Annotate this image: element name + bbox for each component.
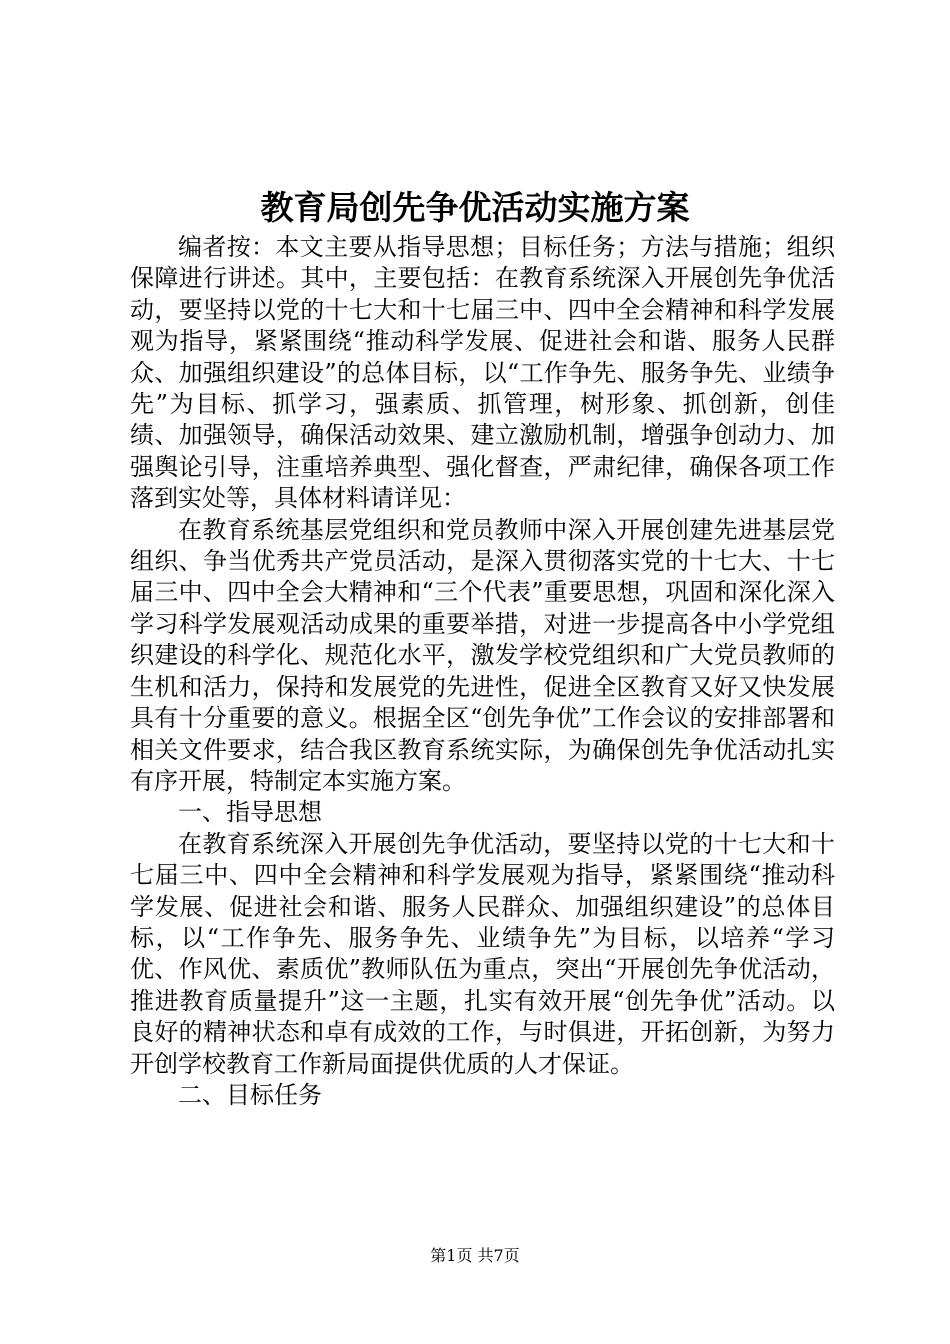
page-number-footer: 第1页 共7页 xyxy=(430,1246,520,1265)
section-heading-goals-tasks: 二、目标任务 xyxy=(178,1080,322,1109)
editor-note-paragraph: 编者按：本文主要从指导思想；目标任务；方法与措施；组织保障进行讲述。其中，主要包括：在教育系统深入开展创先争优活动，要坚持以党的十七大和十七届三中、四中全会精神和科学发展观为指导，紧紧围绕“推动科学发展、促进社会和谐、服务人民群众、加强组织建设”的总体目标，以“工作争先、服务争先、业绩争先”为目标、抓学习，强素质、抓管理，树形象、抓创新，创佳绩、加强领导，确保活动效果、建立激励机制，增强争创动力、加强舆论引导，注重培养典型、强化督查，严肃纪律，确保各项工作落到实处等，具体材料请详见： xyxy=(130,233,835,513)
section-heading-guiding-ideology: 一、指导思想 xyxy=(178,798,322,827)
intro-paragraph: 在教育系统基层党组织和党员教师中深入开展创建先进基层党组织、争当优秀共产党员活动，是深入贯彻落实党的十七大、十七届三中、四中全会大精神和“三个代表”重要思想，巩固和深化深入学习科学发展观活动成果的重要举措，对进一步提高各中小学党组织建设的科学化、规范化水平，激发学校党组织和广大党员教师的生机和活力，保持和发展党的先进性，促进全区教育又好又快发展具有十分重要的意义。根据全区“创先争优”工作会议的安排部署和相关文件要求，结合我区教育系统实际，为确保创先争优活动扎实有序开展，特制定本实施方案。 xyxy=(130,515,835,795)
section-text-guiding-ideology: 在教育系统深入开展创先争优活动，要坚持以党的十七大和十七届三中、四中全会精神和科学发展观为指导，紧紧围绕“推动科学发展、促进社会和谐、服务人民群众、加强组织建设”的总体目标，以“工作争先、服务争先、业绩争先”为目标，以培养“学习优、作风优、素质优”教师队伍为重点，突出“开展创先争优活动，推进教育质量提升”这一主题，扎实有效开展“创先争优”活动。以良好的精神状态和卓有成效的工作，与时俱进，开拓创新，为努力开创学校教育工作新局面提供优质的人才保证。 xyxy=(130,829,835,1078)
document-title: 教育局创先争优活动实施方案 xyxy=(260,188,690,227)
document-body xyxy=(130,232,835,1111)
